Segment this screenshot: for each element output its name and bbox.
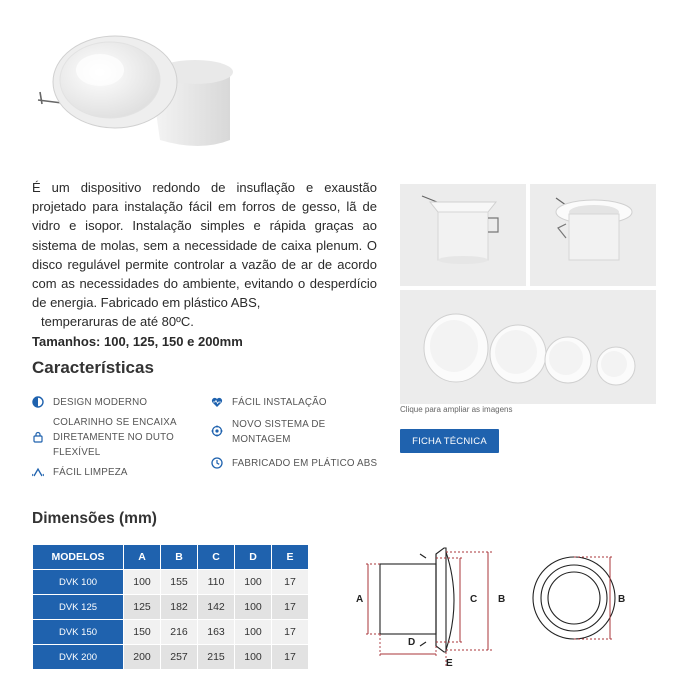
table-cell: 150 <box>124 620 161 645</box>
table-cell-model: DVK 125 <box>33 595 124 620</box>
label-d: D <box>408 637 416 648</box>
gallery-thumbnail-top[interactable] <box>530 184 656 286</box>
table-cell: 100 <box>235 570 272 595</box>
gear-icon <box>211 425 223 437</box>
dimensions-title: Dimensões (mm) <box>32 510 157 527</box>
label-b: B <box>498 594 506 605</box>
feature-label: FABRICADO EM PLÁTICO ABS <box>232 458 378 469</box>
table-cell: 100 <box>235 620 272 645</box>
ficha-tecnica-button[interactable]: FICHA TÉCNICA <box>400 429 499 453</box>
table-cell: 17 <box>272 620 309 645</box>
feature-label: FÁCIL LIMPEZA <box>53 467 128 478</box>
table-cell: 110 <box>198 570 235 595</box>
lock-icon <box>32 431 44 443</box>
front-view-drawing <box>533 557 615 639</box>
side-view-drawing <box>380 548 454 652</box>
features-title: Características <box>32 358 154 377</box>
feature-label: FÁCIL INSTALAÇÃO <box>232 397 327 408</box>
dimensions-table <box>32 544 309 670</box>
feature-label: DESIGN MODERNO <box>53 397 148 408</box>
temperature-text: temperaruras de até 80ºC. <box>41 314 194 330</box>
table-cell: 215 <box>198 645 235 670</box>
technical-drawing <box>352 540 642 670</box>
feature-label: COLARINHO SE ENCAIXA DIRETAMENTE NO DUTO FLEXÍVEL <box>53 417 177 458</box>
table-row <box>33 570 309 595</box>
table-row <box>33 595 309 620</box>
cleaning-icon <box>32 466 44 478</box>
sizes-text: Tamanhos: 100, 125, 150 e 200mm <box>32 333 243 349</box>
table-cell: 155 <box>161 570 198 595</box>
feature-label: NOVO SISTEMA DE MONTAGEM <box>232 419 326 445</box>
table-cell: 200 <box>124 645 161 670</box>
table-header: MODELOS <box>33 545 124 570</box>
table-row <box>33 620 309 645</box>
table-header: A <box>124 545 161 570</box>
table-row <box>33 645 309 670</box>
table-cell-model: DVK 100 <box>33 570 124 595</box>
table-header: D <box>235 545 272 570</box>
table-cell: 17 <box>272 570 309 595</box>
table-header-row <box>33 545 309 570</box>
table-cell: 100 <box>235 595 272 620</box>
heart-pulse-icon <box>211 396 223 408</box>
table-header: B <box>161 545 198 570</box>
description-paragraph: É um dispositivo redondo de insuflação e exaustão projetado para instalação fácil em forros de gesso, lã de vidro e isopor. Instalação simples e rápida graças ao sistema de molas, sem a necessidade de caixa plenum. O disco regulável permite controlar a vazão de ar de acordo com as necessidades do ambiente, evitando o desperdício de energia. Fabricado em plástico ABS, <box>32 180 377 311</box>
table-cell: 17 <box>272 645 309 670</box>
table-header: C <box>198 545 235 570</box>
gallery-thumbnail-sizes[interactable] <box>400 290 656 404</box>
table-cell-model: DVK 200 <box>33 645 124 670</box>
gallery-caption: Clique para ampliar as imagens <box>400 405 513 414</box>
table-cell: 142 <box>198 595 235 620</box>
table-cell: 163 <box>198 620 235 645</box>
table-cell: 100 <box>124 570 161 595</box>
product-hero-image[interactable] <box>30 0 260 170</box>
table-cell: 182 <box>161 595 198 620</box>
label-a: A <box>356 594 364 605</box>
table-cell: 17 <box>272 595 309 620</box>
half-circle-icon <box>32 396 44 408</box>
table-cell: 100 <box>235 645 272 670</box>
label-b-front: B <box>618 594 626 605</box>
table-cell: 216 <box>161 620 198 645</box>
label-c: C <box>470 594 478 605</box>
clock-icon <box>211 457 223 469</box>
label-e: E <box>446 658 453 669</box>
table-cell: 125 <box>124 595 161 620</box>
table-cell-model: DVK 150 <box>33 620 124 645</box>
product-description <box>32 178 377 351</box>
gallery-thumbnail-side[interactable] <box>400 184 526 286</box>
table-cell: 257 <box>161 645 198 670</box>
table-header: E <box>272 545 309 570</box>
